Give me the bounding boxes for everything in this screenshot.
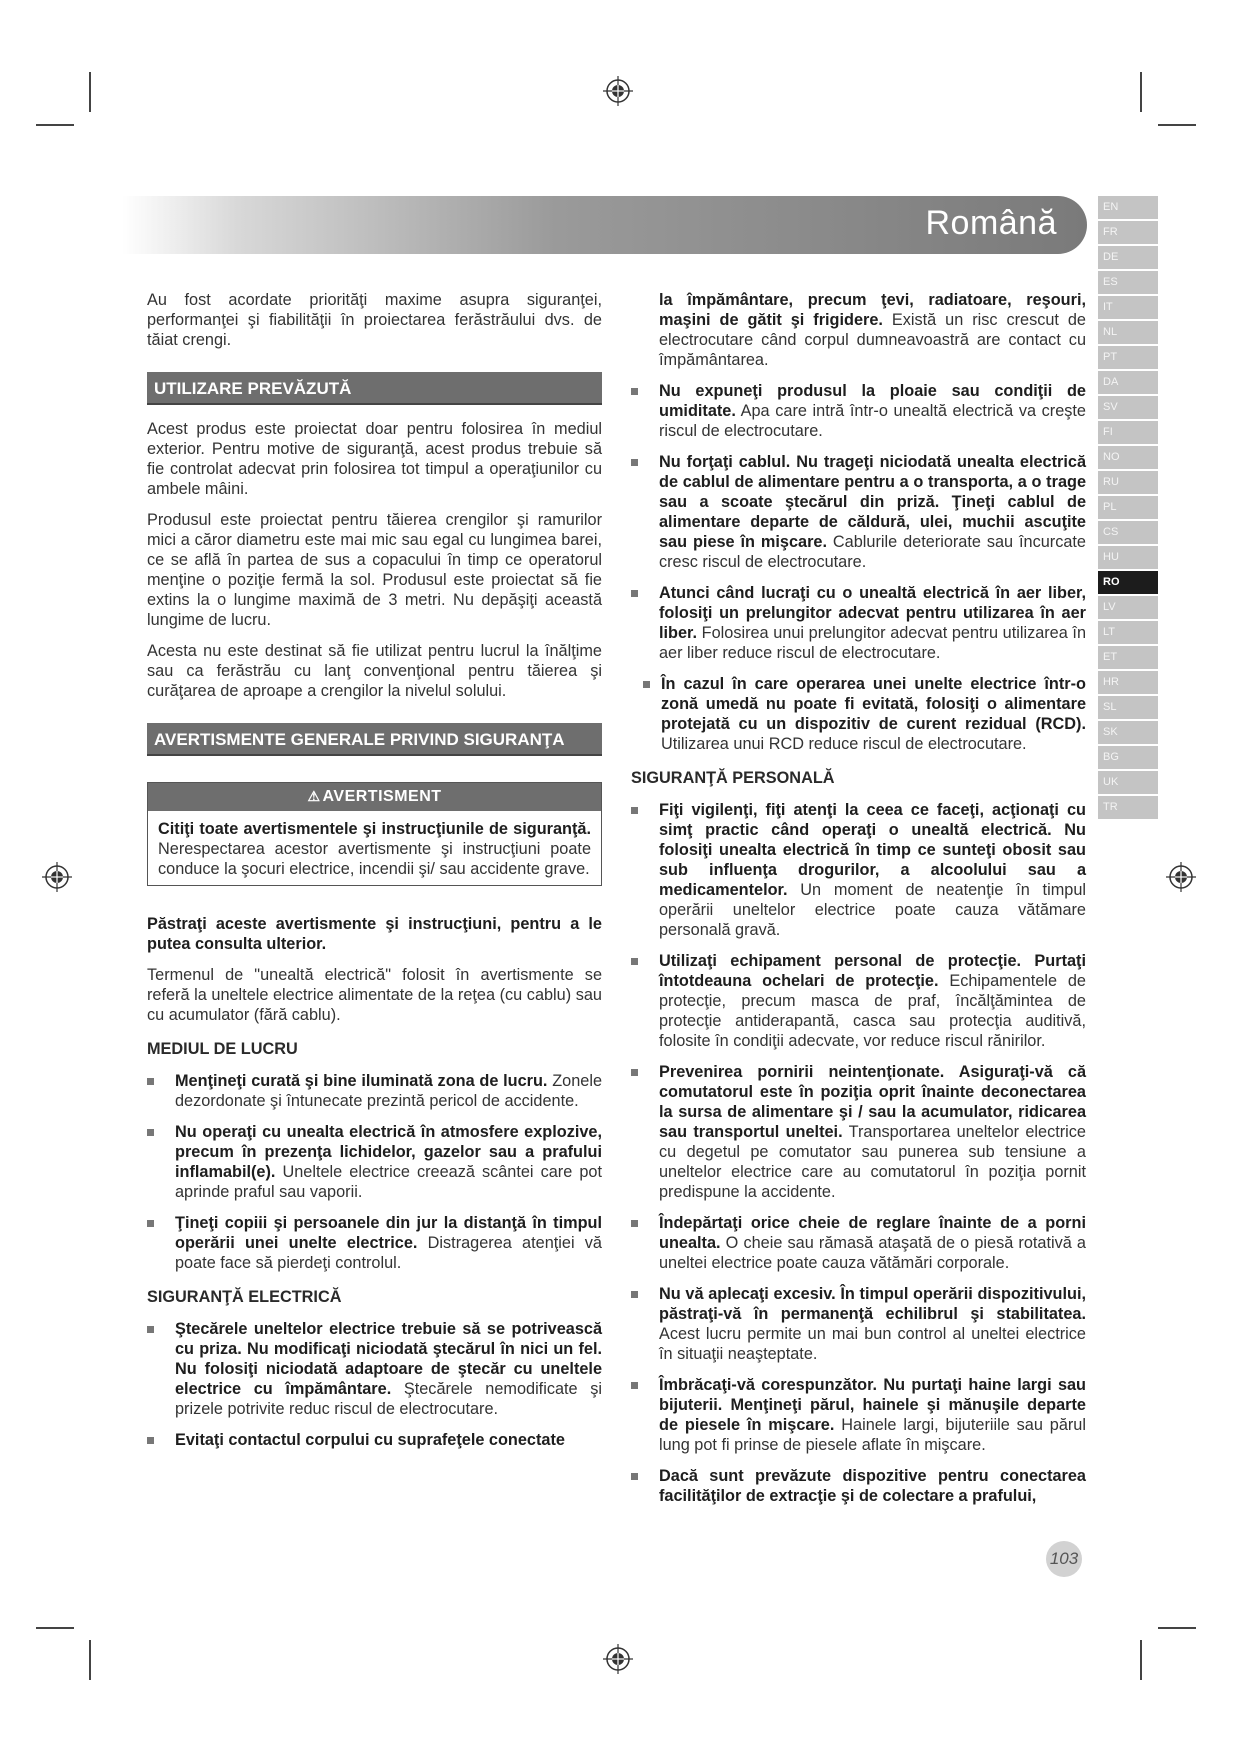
- registration-mark-icon: [42, 862, 72, 892]
- right-column: [631, 290, 1086, 1517]
- language-tab-pt[interactable]: PT: [1098, 346, 1158, 369]
- warning-text: Nerespectarea acestor avertismente şi instrucţiuni poate conduce la şocuri electrice, incendii şi/ sau accidente grave.: [158, 840, 591, 878]
- list-item: Ţineţi copiii şi persoanele din jur la distanţă în timpul operării unei unelte electrice. Distragerea atenţiei vă poate face să pierdeţi controlul.: [147, 1213, 602, 1273]
- crop-mark: [1140, 1640, 1142, 1680]
- list-item: Atunci când lucraţi cu o unealtă electrică în aer liber, folosiţi un prelungitor adecvat pentru utilizarea în aer liber. Folosirea unui prelungitor adecvat pentru utilizarea în aer liber reduce riscul de electrocutare.: [631, 583, 1086, 663]
- subheading-work-area: MEDIUL DE LUCRU: [147, 1040, 298, 1058]
- language-tab-nl[interactable]: NL: [1098, 321, 1158, 344]
- language-tab-sk[interactable]: SK: [1098, 721, 1158, 744]
- keep-instructions: Păstraţi aceste avertismente şi instrucţiuni, pentru a le putea consulta ulterior.: [147, 915, 602, 953]
- crop-mark: [1158, 1627, 1196, 1629]
- term-definition: Termenul de "unealtă electrică" folosit în avertismente se referă la uneltele electrice alimentate de la reţea (cu cablu) sau cu acumulator (fără cablu).: [147, 966, 602, 1024]
- paragraph: Acest produs este proiectat doar pentru folosirea în mediul exterior. Pentru motive de siguranţă, acest produs trebuie să fie controlat adecvat prin folosirea tot timpul a operaţiunilor cu ambele mâini.: [147, 420, 602, 498]
- crop-mark: [89, 1640, 91, 1680]
- list-item: În cazul în care operarea unei unelte electrice într-o zonă umedă nu poate fi evitată, folosiţi o alimentare protejată cu un dispozitiv de curent rezidual (RCD). Utilizarea unui RCD reduce riscul de electrocutare.: [643, 674, 1086, 754]
- language-tab-cs[interactable]: CS: [1098, 521, 1158, 544]
- list-item: Menţineţi curată şi bine iluminată zona de lucru. Zonele dezordonate şi întunecate prezintă pericol de accidente.: [147, 1071, 602, 1111]
- language-tab-et[interactable]: ET: [1098, 646, 1158, 669]
- language-tab-bg[interactable]: BG: [1098, 746, 1158, 769]
- continued-paragraph: la împământare, precum ţevi, radiatoare, reşouri, maşini de gătit şi frigidere. Există un risc crescut de electrocutare când corpul dumneavoastră are contact cu împământarea.: [659, 291, 1086, 369]
- language-tab-no[interactable]: NO: [1098, 446, 1158, 469]
- language-tab-sv[interactable]: SV: [1098, 396, 1158, 419]
- personal-safety-list: [631, 800, 1086, 1506]
- language-tab-lv[interactable]: LV: [1098, 596, 1158, 619]
- registration-mark-icon: [603, 1644, 633, 1674]
- list-item: Îndepărtaţi orice cheie de reglare înainte de a porni unealta. O cheie sau rămasă ataşată de o piesă rotativă a uneltei electrice poate cauza vătămări corporale.: [631, 1213, 1086, 1273]
- crop-mark: [36, 124, 74, 126]
- intro-paragraph: Au fost acordate priorităţi maxime asupra siguranţei, performanţei şi fiabilităţii în proiectarea ferăstrăului dvs. de tăiat crengi.: [147, 291, 602, 349]
- list-item: Prevenirea pornirii neintenţionate. Asiguraţi-vă că comutatorul este în poziţia oprit înainte deconectarea la sursa de alimentare şi / sau la acumulator, ridicarea sau transportul uneltei. Transportarea uneltelor electrice cu degetul pe comutator sau punerea sub tensiune a uneltelor electrice care au comutatorul în poziţia pornit predispune la accidente.: [631, 1062, 1086, 1202]
- left-column: [147, 290, 602, 1461]
- language-tab-uk[interactable]: UK: [1098, 771, 1158, 794]
- language-tab-da[interactable]: DA: [1098, 371, 1158, 394]
- warning-body: [148, 811, 601, 885]
- language-tab-es[interactable]: ES: [1098, 271, 1158, 294]
- warning-header: [148, 783, 601, 811]
- crop-mark: [36, 1627, 74, 1629]
- language-tab-hr[interactable]: HR: [1098, 671, 1158, 694]
- language-tab-it[interactable]: IT: [1098, 296, 1158, 319]
- language-tab-hu[interactable]: HU: [1098, 546, 1158, 569]
- registration-mark-icon: [603, 76, 633, 106]
- list-item: Evitaţi contactul corpului cu suprafeţele conectate: [147, 1430, 602, 1450]
- language-tab-fi[interactable]: FI: [1098, 421, 1158, 444]
- list-item: Fiţi vigilenţi, fiţi atenţi la ceea ce faceţi, acţionaţi cu simţ practic când operaţi o unealtă electrică. Nu folosiţi unealta electrică în timp ce sunteţi obosit sau sub influenţa drogurilor, a alcoolului sau a medicamentelor. Un moment de neatenţie în timpul operării uneltelor electrice poate cauza vătămare personală gravă.: [631, 800, 1086, 940]
- language-tab-de[interactable]: DE: [1098, 246, 1158, 269]
- warning-box: [147, 782, 602, 886]
- page-title: Română: [925, 204, 1057, 242]
- paragraph: Acesta nu este destinat să fie utilizat pentru lucrul la înălţime sau ca ferăstrău cu lanţ convenţional pentru tăierea şi curăţarea de aproape a crengilor la nivelul solului.: [147, 642, 602, 700]
- header-band: [122, 196, 1087, 254]
- language-tab-en[interactable]: EN: [1098, 196, 1158, 219]
- section-heading-general-safety: AVERTISMENTE GENERALE PRIVIND SIGURANŢA: [147, 723, 602, 756]
- list-item: Nu operaţi cu unealta electrică în atmosfere explozive, precum în prezenţa lichidelor, gazelor sau a prafului inflamabil(e). Uneltele electrice creează scântei care pot aprinde praful sau vaporii.: [147, 1122, 602, 1202]
- list-item: Ştecărele uneltelor electrice trebuie să se potrivească cu priza. Nu modificaţi niciodată ştecărul în nici un fel. Nu folosiţi niciodată adaptoare de ştecăr cu uneltele electrice cu împământare. Ştecărele nemodificate şi prizele potrivite reduc riscul de electrocutare.: [147, 1319, 602, 1419]
- list-item: Îmbrăcaţi-vă corespunzător. Nu purtaţi haine largi sau bijuterii. Menţineţi părul, hainele şi mănuşile departe de piesele în mişcare. Hainele largi, bijuteriile sau părul lung pot fi prinse de piesele aflate în mişcare.: [631, 1375, 1086, 1455]
- section-heading-intended-use: UTILIZARE PREVĂZUTĂ: [147, 372, 602, 405]
- subheading-electrical-safety: SIGURANŢĂ ELECTRICĂ: [147, 1288, 342, 1306]
- language-tab-pl[interactable]: PL: [1098, 496, 1158, 519]
- language-tabs: [1098, 196, 1158, 821]
- warning-triangle-icon: ⚠: [307, 788, 321, 804]
- language-tab-sl[interactable]: SL: [1098, 696, 1158, 719]
- electrical-safety-list-continued: [631, 381, 1086, 754]
- list-item: Nu expuneţi produsul la ploaie sau condiţii de umiditate. Apa care intră într-o unealtă electrică va creşte riscul de electrocutare.: [631, 381, 1086, 441]
- subheading-personal-safety: SIGURANŢĂ PERSONALĂ: [631, 769, 835, 787]
- list-item: Utilizaţi echipament personal de protecţie. Purtaţi întotdeauna ochelari de protecţie. Echipamentele de protecţie, precum masca de praf, încălţămintea de protecţie antiderapantă, casca sau protecţia auditivă, folosite în condiţii adecvate, vor reduce riscul rănirilor.: [631, 951, 1086, 1051]
- crop-mark: [1158, 124, 1196, 126]
- work-area-list: [147, 1071, 602, 1273]
- crop-mark: [1140, 72, 1142, 112]
- list-item: Dacă sunt prevăzute dispozitive pentru conectarea facilităţilor de extracţie şi de colectare a prafului,: [631, 1466, 1086, 1506]
- crop-mark: [89, 72, 91, 112]
- language-tab-ru[interactable]: RU: [1098, 471, 1158, 494]
- electrical-safety-list: [147, 1319, 602, 1450]
- paragraph: Produsul este proiectat pentru tăierea crengilor şi ramurilor mici a căror diametru este mai mic sau egal cu lungimea barei, ce se află în partea de sus a copacului în timp ce operatorul menţine o poziţie fermă la sol. Produsul este proiectat să fie extins la o lungime maximă de 3 metri. Nu depăşiţi această lungime de lucru.: [147, 511, 602, 629]
- list-item: Nu vă aplecaţi excesiv. În timpul operării dispozitivului, păstraţi-vă în permanenţă echilibrul şi stabilitatea. Acest lucru permite un mai bun control al uneltei electrice în situaţii neaşteptate.: [631, 1284, 1086, 1364]
- list-item: Nu forţaţi cablul. Nu trageţi niciodată unealta electrică de cablul de alimentare pentru a o transporta, a o trage sau a scoate ştecărul din priză. Ţineţi cablul de alimentare departe de căldură, ulei, muchii ascuţite sau piese în mişcare. Cablurile deteriorate sau încurcate cresc riscul de electrocutare.: [631, 452, 1086, 572]
- language-tab-tr[interactable]: TR: [1098, 796, 1158, 819]
- language-tab-fr[interactable]: FR: [1098, 221, 1158, 244]
- page-number: 103: [1046, 1541, 1082, 1577]
- registration-mark-icon: [1166, 862, 1196, 892]
- language-tab-lt[interactable]: LT: [1098, 621, 1158, 644]
- language-tab-ro[interactable]: RO: [1098, 571, 1158, 594]
- warning-bold-text: Citiţi toate avertismentele şi instrucţiunile de siguranţă.: [158, 820, 591, 838]
- warning-title: AVERTISMENT: [322, 788, 442, 805]
